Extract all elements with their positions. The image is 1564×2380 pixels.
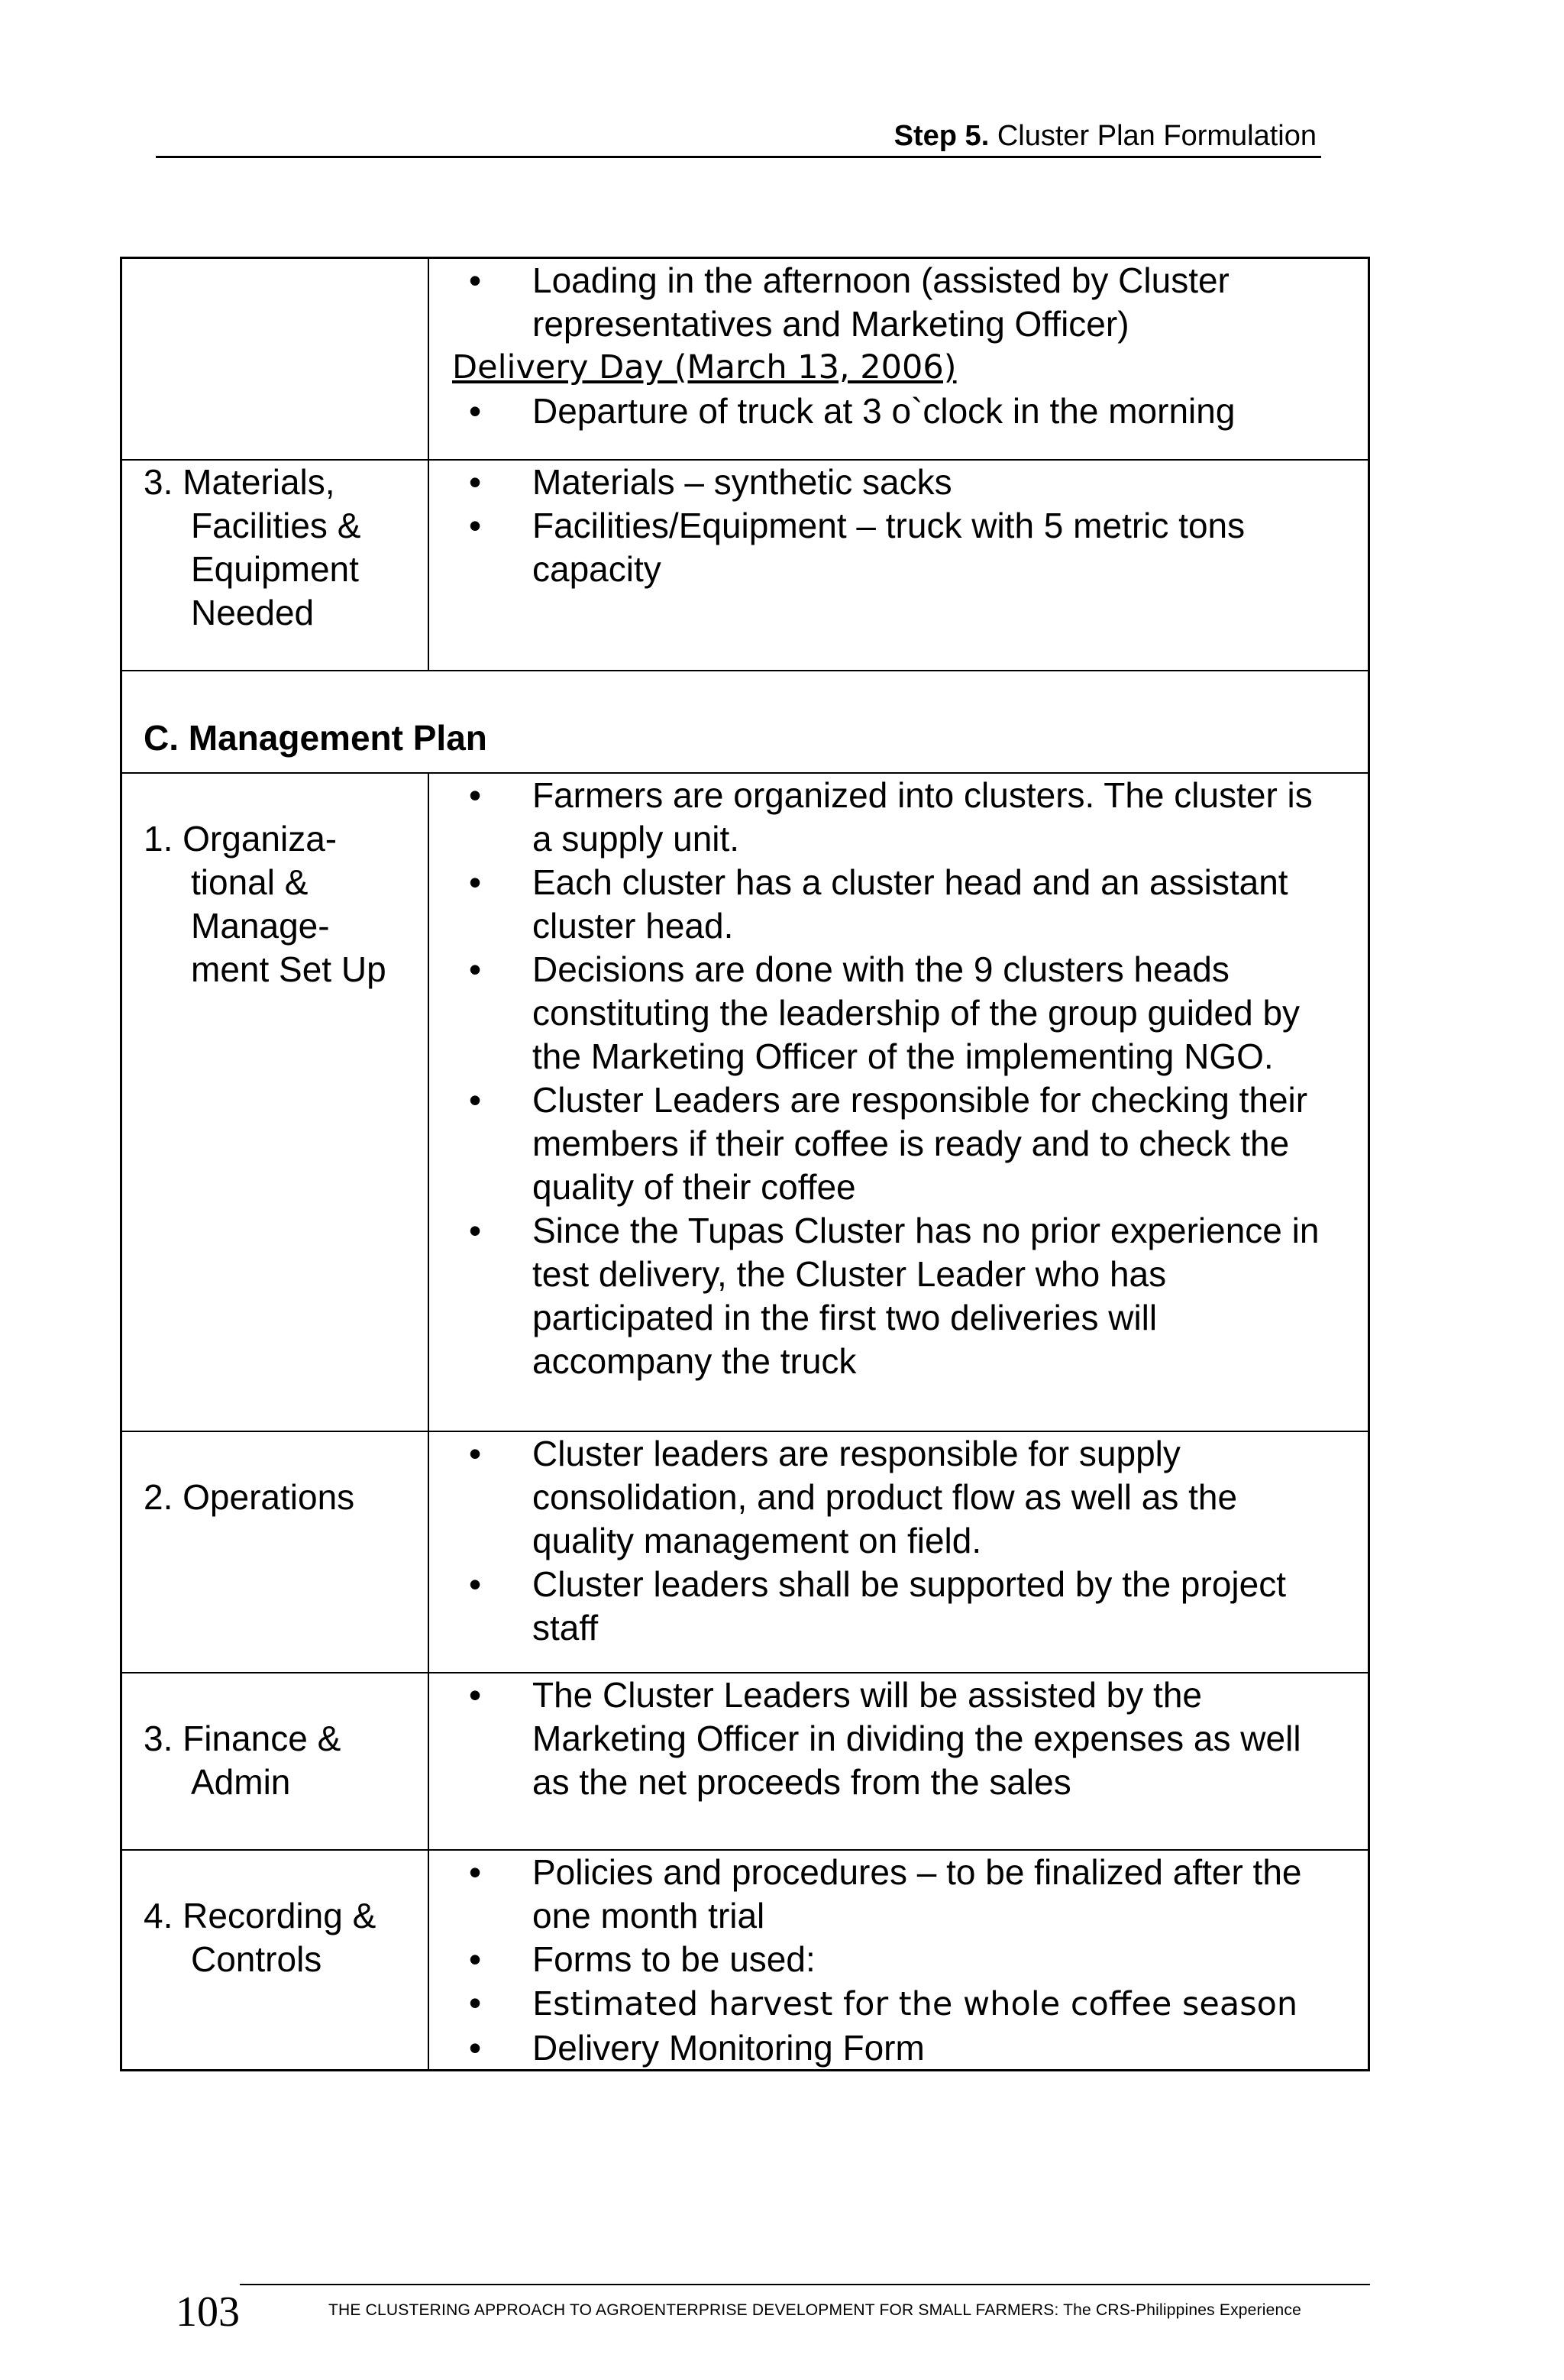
page-number: 103 — [176, 2288, 240, 2336]
label-line: Needed — [191, 593, 315, 632]
list-item — [452, 2026, 1337, 2070]
footer-rule — [240, 2284, 1370, 2285]
bullet-icon: • — [469, 1675, 482, 1715]
label-line: Manage- — [191, 906, 330, 946]
row-content — [429, 259, 1368, 459]
list-item — [452, 461, 1337, 504]
row-label-operations — [122, 1432, 429, 1672]
list-item — [452, 1851, 1337, 1938]
table-row — [122, 772, 1368, 1431]
bullet-text: Policies and procedures – to be finalized after the one month trial — [532, 1852, 1302, 1935]
label-line: ment Set Up — [191, 949, 386, 989]
cluster-plan-table — [120, 257, 1370, 2071]
footer-book-title: THE CLUSTERING APPROACH TO AGROENTERPRISE DEVELOPMENT FOR SMALL FARMERS: The CRS-Philippines Experience — [328, 2301, 1301, 2319]
bullet-icon: • — [469, 391, 482, 431]
bullet-icon: • — [469, 1080, 482, 1120]
label-line: 3. Finance & — [144, 1719, 341, 1758]
row-content — [429, 1673, 1368, 1849]
label-line: Controls — [191, 1939, 322, 1979]
table-row — [122, 1672, 1368, 1849]
list-item — [452, 1938, 1337, 1981]
bullet-icon: • — [469, 1852, 482, 1892]
row-label-materials — [122, 461, 429, 670]
row-content — [429, 1432, 1368, 1672]
bullet-icon: • — [469, 1983, 482, 2023]
row-label-finance — [122, 1673, 429, 1849]
table-row — [122, 459, 1368, 670]
bullet-icon: • — [469, 1939, 482, 1979]
list-item — [452, 1673, 1337, 1804]
bullet-text: Cluster Leaders are responsible for checking their members if their coffee is ready and to check the quality of their coffee — [532, 1080, 1308, 1207]
list-item — [452, 390, 1337, 433]
label-line: 3. Materials, — [144, 462, 335, 502]
list-item — [452, 861, 1337, 948]
bullet-text: Cluster leaders are responsible for supply consolidation, and product flow as well as the quality management on field. — [532, 1434, 1238, 1560]
bullet-icon: • — [469, 2028, 482, 2068]
delivery-day-heading: Delivery Day (March 13, 2006) — [452, 348, 957, 386]
row-content — [429, 774, 1368, 1431]
bullet-icon: • — [469, 1434, 482, 1473]
bullet-icon: • — [469, 260, 482, 300]
list-item — [452, 259, 1337, 346]
bullet-text: The Cluster Leaders will be assisted by the Marketing Officer in dividing the expenses as well as the net proceeds from the sales — [532, 1675, 1301, 1802]
list-item — [452, 1981, 1337, 2026]
header-step-title — [894, 120, 1317, 153]
bullet-text: Each cluster has a cluster head and an assistant cluster head. — [532, 862, 1288, 946]
list-item — [452, 948, 1337, 1078]
bullet-text: Decisions are done with the 9 clusters heads constituting the leadership of the group guided by the Marketing Officer of the implementing NGO. — [532, 949, 1301, 1076]
header-step-label: Step 5. — [893, 120, 990, 152]
table-row — [122, 1849, 1368, 2069]
row-label-empty — [122, 259, 429, 459]
row-label-recording — [122, 1851, 429, 2069]
label-line: Equipment — [191, 549, 359, 589]
bullet-text: Estimated harvest for the whole coffee season — [532, 1985, 1298, 2023]
section-row — [122, 670, 1368, 772]
bullet-icon: • — [469, 1211, 482, 1250]
list-item — [452, 1432, 1337, 1563]
table-row — [122, 1431, 1368, 1672]
bullet-text: Cluster leaders shall be supported by the project staff — [532, 1564, 1287, 1648]
list-item — [452, 1078, 1337, 1209]
bullet-text: Departure of truck at 3 o`clock in the morning — [532, 391, 1236, 431]
row-label-organizational — [122, 774, 429, 1431]
label-line: 4. Recording & — [144, 1896, 376, 1935]
table-row — [122, 259, 1368, 459]
list-item — [452, 774, 1337, 861]
list-item — [452, 1209, 1337, 1383]
label-line: Facilities & — [191, 506, 361, 545]
bullet-icon: • — [469, 775, 482, 815]
header-step-name: Cluster Plan Formulation — [997, 120, 1317, 152]
bullet-icon: • — [469, 1564, 482, 1604]
list-item — [452, 1563, 1337, 1650]
section-title: C. Management Plan — [144, 718, 487, 758]
row-content — [429, 461, 1368, 670]
bullet-text: Delivery Monitoring Form — [532, 2028, 925, 2068]
label-line: Admin — [191, 1762, 291, 1802]
bullet-text: Loading in the afternoon (assisted by Cluster representatives and Marketing Officer) — [532, 260, 1230, 344]
bullet-text: Materials – synthetic sacks — [532, 462, 952, 502]
label-line: 1. Organiza- — [144, 819, 338, 859]
bullet-icon: • — [469, 506, 482, 545]
list-item — [452, 504, 1337, 591]
bullet-icon: • — [469, 462, 482, 502]
bullet-icon: • — [469, 949, 482, 989]
bullet-text: Since the Tupas Cluster has no prior experience in test delivery, the Cluster Leader who has participated in the first two deliveries will accompany the truck — [532, 1211, 1320, 1381]
row-content — [429, 1851, 1368, 2069]
bullet-text: Forms to be used: — [532, 1939, 816, 1979]
bullet-icon: • — [469, 862, 482, 902]
label-line: tional & — [191, 862, 309, 902]
label-line: 2. Operations — [144, 1477, 355, 1517]
bullet-text: Farmers are organized into clusters. The cluster is a supply unit. — [532, 775, 1313, 859]
bullet-text: Facilities/Equipment – truck with 5 metric tons capacity — [532, 506, 1246, 589]
page-header — [156, 115, 1321, 158]
